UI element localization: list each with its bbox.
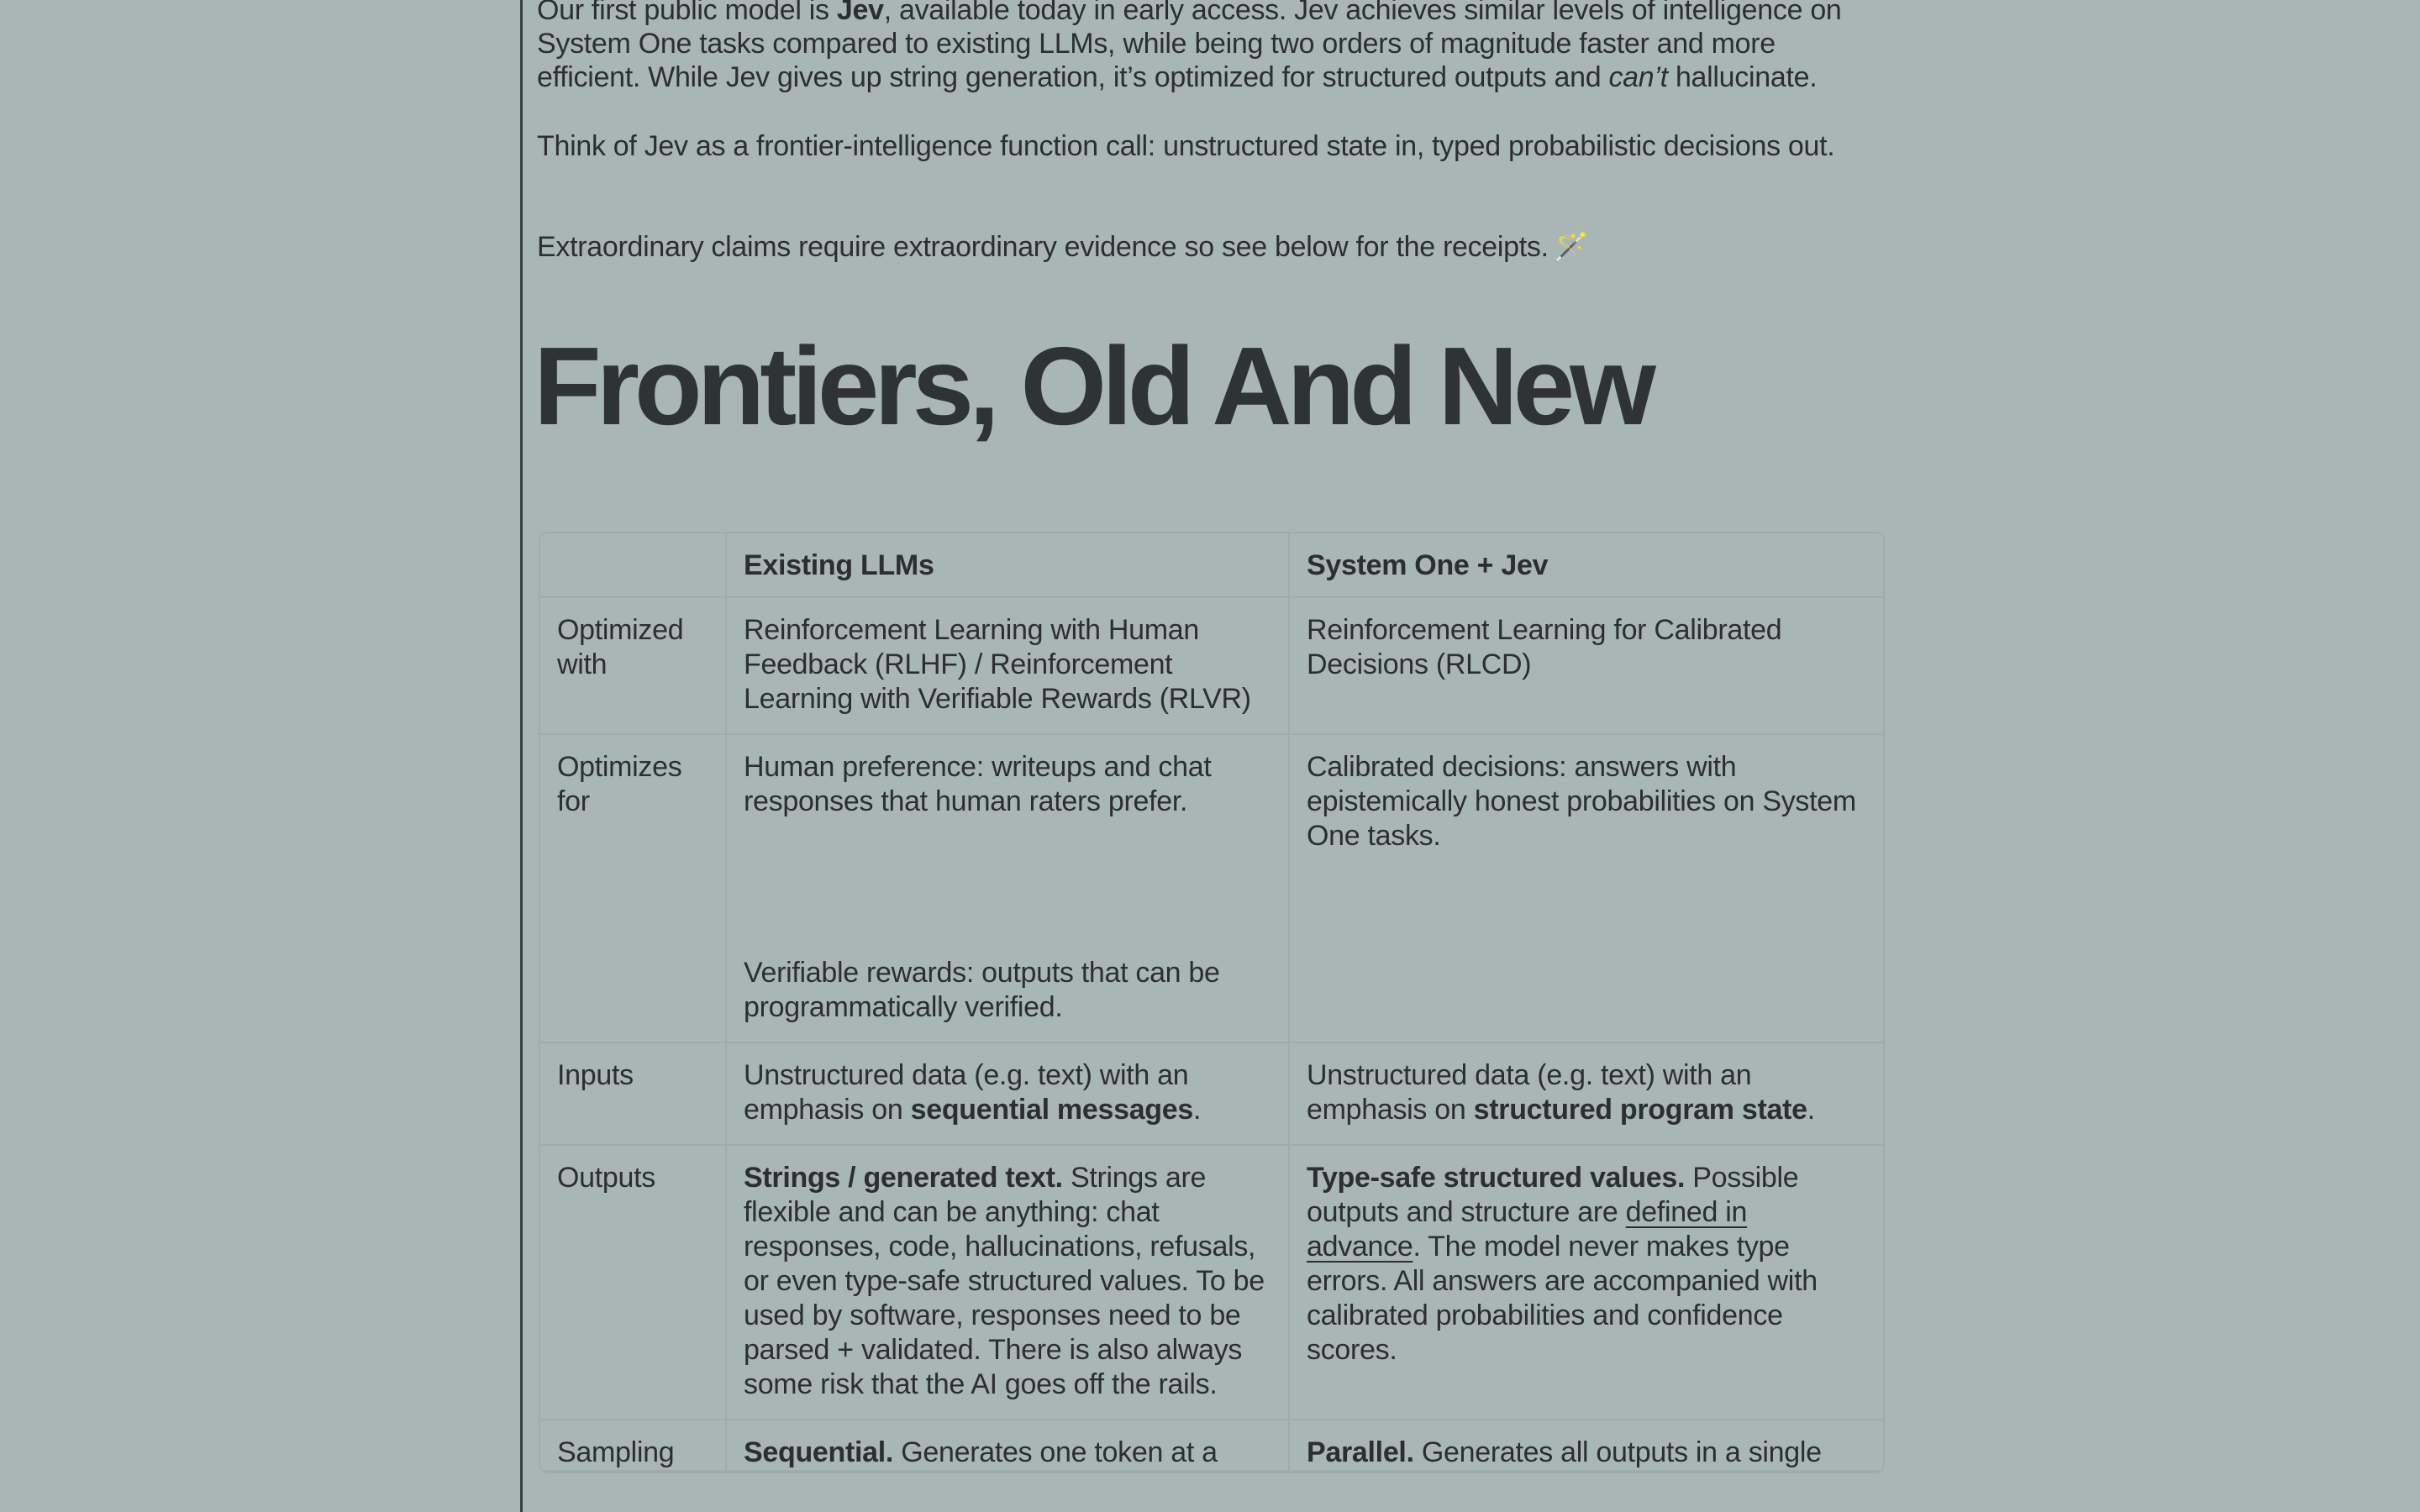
- cell-text: .: [1192, 1094, 1202, 1126]
- cell-bold-text: Sequential.: [744, 1436, 894, 1468]
- cell-text: Strings are flexible and can be anything: chat responses, code, hallucinations, refusals, or even type-safe structured values. To be used by software, responses need to be parsed + validated. There is also always some risk that the AI goes off the rails.: [744, 1162, 1265, 1400]
- table-cell: [726, 1420, 1289, 1471]
- cell-paragraph: Human preference: writeups and chat responses that human raters prefer.: [744, 751, 1212, 817]
- cell-bold-text: Strings / generated text.: [744, 1162, 1063, 1194]
- intro-text: hallucinate.: [1667, 61, 1818, 93]
- table-cell: [1289, 1042, 1883, 1145]
- cell-bold-text: structured program state: [1473, 1094, 1807, 1126]
- row-label: Optimized with: [540, 597, 726, 734]
- section-heading: Frontiers, Old And New: [534, 324, 1651, 448]
- table-cell: [1289, 1145, 1883, 1420]
- table-cell: [726, 1042, 1289, 1145]
- model-name: Jev: [836, 0, 884, 26]
- table-row: [540, 1420, 1883, 1471]
- table-cell: Reinforcement Learning for Calibrated Decisions (RLCD): [1289, 597, 1883, 734]
- defined-in-advance-link[interactable]: defined in advance: [1307, 1196, 1748, 1263]
- table-row: [540, 597, 1883, 734]
- intro-text: Our first public model is: [537, 0, 837, 26]
- row-label: Outputs: [540, 1145, 726, 1420]
- cell-text: Generates one token at a: [893, 1436, 1218, 1468]
- intro-paragraph-1: [537, 0, 1881, 94]
- table-row: [540, 1145, 1883, 1420]
- table-row: [540, 734, 1883, 1042]
- table-cell: [726, 734, 1289, 1042]
- table-cell: [1289, 1420, 1883, 1471]
- intro-text: Extraordinary claims require extraordinary evidence so see below for the receipts.: [537, 231, 1549, 263]
- cell-text: Unstructured data (e.g. text) with an emphasis on: [1307, 1059, 1752, 1126]
- table-cell: Reinforcement Learning with Human Feedback (RLHF) / Reinforcement Learning with Verifiable Rewards (RLVR): [726, 597, 1289, 734]
- cell-spacer: [744, 819, 1271, 956]
- table-header-system-one-jev: System One + Jev: [1289, 533, 1883, 597]
- row-label: Sampling: [540, 1420, 726, 1471]
- cell-bold-text: Parallel.: [1307, 1436, 1414, 1468]
- cell-text: Unstructured data (e.g. text) with an emphasis on: [744, 1059, 1189, 1126]
- row-label: Inputs: [540, 1042, 726, 1145]
- intro-paragraph-2: Think of Jev as a frontier-intelligence function call: unstructured state in, typed probabilistic decisions out.: [537, 130, 1835, 162]
- cell-paragraph: Verifiable rewards: outputs that can be programmatically verified.: [744, 957, 1220, 1023]
- cell-text: Generates all outputs in a single: [1413, 1436, 1822, 1468]
- intro-text: , available today in early access. Jev achieves similar levels of intelligence on System One tasks compared to existing LLMs, while being two orders of magnitude faster and more efficient. While Jev gives up string generation, it’s optimized for structured outputs and: [537, 0, 1842, 93]
- table-cell: Calibrated decisions: answers with epistemically honest probabilities on System One tasks.: [1289, 734, 1883, 1042]
- intro-paragraph-3: [537, 230, 1881, 264]
- cell-text: . The model never makes type errors. All answers are accompanied with calibrated probabilities and confidence scores.: [1307, 1231, 1818, 1366]
- row-label: Optimizes for: [540, 734, 726, 1042]
- emphasis-text: can’t: [1608, 61, 1668, 93]
- table-row: [540, 1042, 1883, 1145]
- cell-bold-text: sequential messages: [910, 1094, 1193, 1126]
- table-header-empty: [540, 533, 726, 597]
- left-margin-rule: [520, 0, 523, 1512]
- cell-text: .: [1807, 1094, 1815, 1126]
- table-header-row: [540, 533, 1883, 597]
- magic-wand-icon: 🪄: [1553, 231, 1589, 263]
- cell-bold-text: Type-safe structured values.: [1307, 1162, 1686, 1194]
- table-header-existing-llms: Existing LLMs: [726, 533, 1289, 597]
- table-cell: [726, 1145, 1289, 1420]
- cell-text: Possible outputs and structure are: [1307, 1162, 1799, 1228]
- comparison-table: [539, 532, 1885, 1473]
